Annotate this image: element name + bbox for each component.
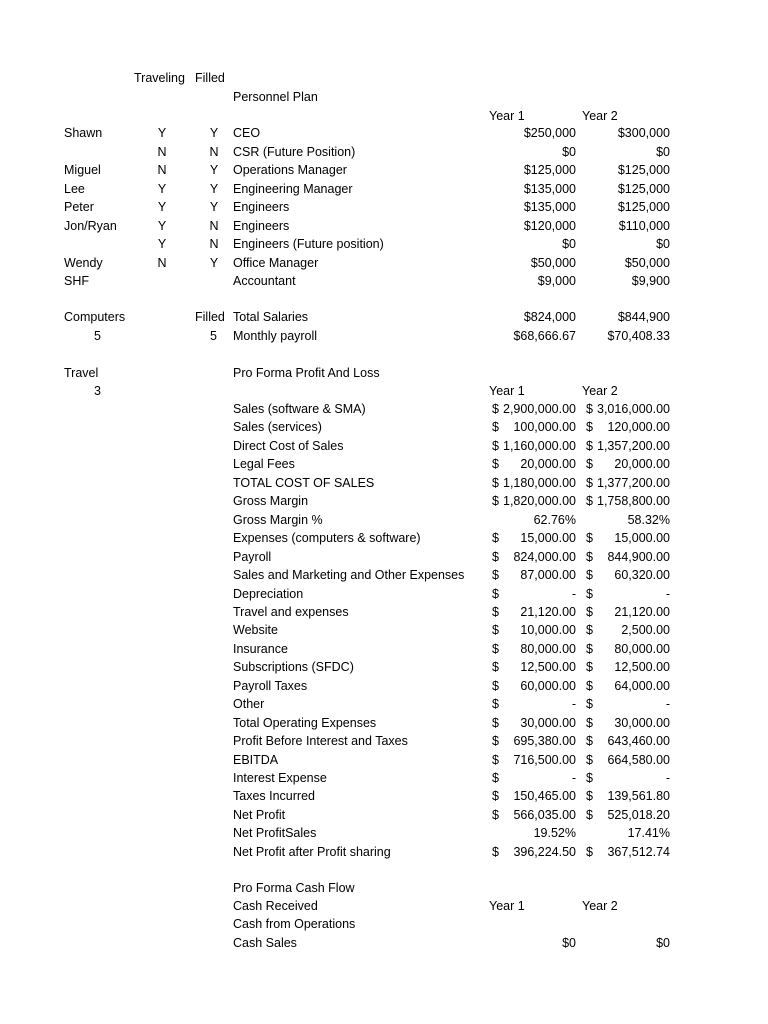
- personnel-traveling: N: [157, 256, 167, 270]
- pnl-year2-value: 1,758,800.00: [597, 494, 670, 508]
- personnel-traveling: Y: [157, 237, 167, 251]
- personnel-year1-value: $0: [562, 145, 576, 159]
- personnel-role: Office Manager: [233, 256, 319, 270]
- pnl-year1-currency: $: [492, 716, 499, 730]
- pnl-year1-value: 20,000.00: [520, 457, 576, 471]
- pnl-year2-value: 17.41%: [627, 826, 670, 840]
- pnl-row-label: Sales and Marketing and Other Expenses: [233, 568, 465, 582]
- pnl-year2-value: 12,500.00: [614, 660, 670, 674]
- personnel-name: Miguel: [64, 163, 101, 177]
- total-salaries-y2: $844,900: [617, 310, 670, 324]
- pnl-year1-value: 21,120.00: [520, 605, 576, 619]
- personnel-name: Peter: [64, 200, 94, 214]
- personnel-role: CEO: [233, 126, 261, 140]
- pnl-year1-currency: $: [492, 587, 499, 601]
- filled-header: Filled: [195, 71, 225, 85]
- cash-sales-label: Cash Sales: [233, 936, 297, 950]
- personnel-year2-value: $125,000: [617, 182, 670, 196]
- travel-label: Travel: [64, 366, 99, 380]
- filled-total-label: Filled: [195, 310, 225, 324]
- personnel-year2-value: $0: [656, 145, 670, 159]
- pnl-row-label: Legal Fees: [233, 457, 295, 471]
- pnl-year1-value: -: [571, 587, 576, 601]
- cash-received-label: Cash Received: [233, 899, 318, 913]
- pnl-year1-value: 10,000.00: [520, 623, 576, 637]
- pnl-row-label: TOTAL COST OF SALES: [233, 476, 375, 490]
- pnl-year2-value: 60,320.00: [614, 568, 670, 582]
- pnl-row-label: Payroll: [233, 550, 272, 564]
- personnel-filled: Y: [209, 182, 219, 196]
- pnl-year1-currency: $: [492, 660, 499, 674]
- pnl-year2-header: Year 2: [582, 384, 618, 398]
- monthly-payroll-label: Monthly payroll: [233, 329, 318, 343]
- personnel-role: Engineers: [233, 200, 290, 214]
- personnel-name: Jon/Ryan: [64, 219, 117, 233]
- personnel-name: Wendy: [64, 256, 103, 270]
- pnl-year2-value: 80,000.00: [614, 642, 670, 656]
- pnl-year2-value: 64,000.00: [614, 679, 670, 693]
- pnl-year1-value: 2,900,000.00: [503, 402, 576, 416]
- pnl-year1-value: 1,160,000.00: [503, 439, 576, 453]
- pnl-row-label: Sales (services): [233, 420, 322, 434]
- personnel-year1-header: Year 1: [489, 109, 525, 123]
- pnl-year2-value: 1,357,200.00: [597, 439, 670, 453]
- personnel-traveling: N: [157, 145, 167, 159]
- pnl-row-label: Subscriptions (SFDC): [233, 660, 354, 674]
- pnl-year2-value: 120,000.00: [607, 420, 670, 434]
- monthly-payroll-y2: $70,408.33: [607, 329, 670, 343]
- pnl-year2-value: 58.32%: [627, 513, 670, 527]
- pnl-year1-currency: $: [492, 494, 499, 508]
- pnl-year2-currency: $: [586, 753, 593, 767]
- pnl-year1-value: -: [571, 697, 576, 711]
- personnel-year1-value: $250,000: [523, 126, 576, 140]
- pnl-year1-value: 824,000.00: [513, 550, 576, 564]
- pnl-year2-value: 20,000.00: [614, 457, 670, 471]
- total-salaries-label: Total Salaries: [233, 310, 309, 324]
- pnl-year2-value: 139,561.80: [607, 789, 670, 803]
- cash-sales-y2: $0: [656, 936, 670, 950]
- cash-sales-y1: $0: [562, 936, 576, 950]
- pnl-year2-currency: $: [586, 808, 593, 822]
- pnl-year2-currency: $: [586, 642, 593, 656]
- pnl-row-label: Total Operating Expenses: [233, 716, 377, 730]
- personnel-filled: Y: [209, 200, 219, 214]
- pnl-year2-currency: $: [586, 568, 593, 582]
- personnel-year1-value: $135,000: [523, 182, 576, 196]
- personnel-year2-value: $0: [656, 237, 670, 251]
- personnel-role: Engineers: [233, 219, 290, 233]
- pnl-year2-value: 643,460.00: [607, 734, 670, 748]
- personnel-traveling: Y: [157, 200, 167, 214]
- pnl-year1-currency: $: [492, 808, 499, 822]
- cashflow-year1-header: Year 1: [489, 899, 525, 913]
- total-salaries-y1: $824,000: [523, 310, 576, 324]
- pnl-year2-currency: $: [586, 457, 593, 471]
- monthly-payroll-y1: $68,666.67: [513, 329, 576, 343]
- pnl-year2-value: -: [665, 697, 670, 711]
- personnel-filled: N: [209, 145, 219, 159]
- pnl-year1-value: 1,820,000.00: [503, 494, 576, 508]
- pnl-row-label: Gross Margin %: [233, 513, 323, 527]
- personnel-year2-value: $9,900: [631, 274, 670, 288]
- pnl-row-label: Profit Before Interest and Taxes: [233, 734, 408, 748]
- pnl-year2-currency: $: [586, 771, 593, 785]
- personnel-plan-title: Personnel Plan: [233, 90, 318, 104]
- personnel-name: SHF: [64, 274, 89, 288]
- personnel-year2-value: $125,000: [617, 163, 670, 177]
- personnel-year2-value: $125,000: [617, 200, 670, 214]
- pnl-year2-value: 525,018.20: [607, 808, 670, 822]
- personnel-role: Engineers (Future position): [233, 237, 384, 251]
- pnl-year1-value: 19.52%: [533, 826, 576, 840]
- pnl-year1-value: 100,000.00: [513, 420, 576, 434]
- pnl-year1-currency: $: [492, 734, 499, 748]
- pnl-year2-currency: $: [586, 439, 593, 453]
- pnl-year1-currency: $: [492, 789, 499, 803]
- pnl-row-label: Direct Cost of Sales: [233, 439, 344, 453]
- pnl-year2-value: 30,000.00: [614, 716, 670, 730]
- pnl-year1-value: 15,000.00: [520, 531, 576, 545]
- pnl-year1-currency: $: [492, 550, 499, 564]
- pnl-year1-value: 60,000.00: [520, 679, 576, 693]
- personnel-role: Accountant: [233, 274, 296, 288]
- pnl-title: Pro Forma Profit And Loss: [233, 366, 380, 380]
- pnl-year2-currency: $: [586, 660, 593, 674]
- pnl-year1-currency: $: [492, 845, 499, 859]
- pnl-year1-currency: $: [492, 753, 499, 767]
- pnl-year1-currency: $: [492, 420, 499, 434]
- pnl-year1-header: Year 1: [489, 384, 525, 398]
- pnl-year1-currency: $: [492, 439, 499, 453]
- pnl-year1-value: 62.76%: [533, 513, 576, 527]
- pnl-year2-value: 367,512.74: [607, 845, 670, 859]
- pnl-year1-currency: $: [492, 531, 499, 545]
- pnl-year2-value: 21,120.00: [614, 605, 670, 619]
- pnl-year2-value: 2,500.00: [621, 623, 670, 637]
- cashflow-title: Pro Forma Cash Flow: [233, 881, 355, 895]
- pnl-row-label: Gross Margin: [233, 494, 309, 508]
- personnel-year1-value: $125,000: [523, 163, 576, 177]
- pnl-year1-currency: $: [492, 623, 499, 637]
- cashflow-year2-header: Year 2: [582, 899, 618, 913]
- personnel-filled: Y: [209, 126, 219, 140]
- pnl-year1-currency: $: [492, 457, 499, 471]
- pnl-year1-value: 695,380.00: [513, 734, 576, 748]
- pnl-row-label: Website: [233, 623, 278, 637]
- pnl-year2-currency: $: [586, 679, 593, 693]
- pnl-year1-value: 150,465.00: [513, 789, 576, 803]
- travel-count: 3: [94, 384, 101, 398]
- pnl-year1-currency: $: [492, 771, 499, 785]
- pnl-year1-value: 80,000.00: [520, 642, 576, 656]
- pnl-year1-currency: $: [492, 679, 499, 693]
- pnl-year2-currency: $: [586, 420, 593, 434]
- pnl-year2-value: 664,580.00: [607, 753, 670, 767]
- pnl-year2-currency: $: [586, 716, 593, 730]
- personnel-role: Operations Manager: [233, 163, 347, 177]
- pnl-year2-currency: $: [586, 605, 593, 619]
- personnel-role: CSR (Future Position): [233, 145, 356, 159]
- pnl-row-label: Net Profit: [233, 808, 286, 822]
- personnel-year2-value: $50,000: [624, 256, 670, 270]
- pnl-year2-value: 15,000.00: [614, 531, 670, 545]
- personnel-filled: N: [209, 219, 219, 233]
- pnl-year2-currency: $: [586, 734, 593, 748]
- pnl-year2-value: 3,016,000.00: [597, 402, 670, 416]
- pnl-year1-currency: $: [492, 568, 499, 582]
- pnl-year2-currency: $: [586, 476, 593, 490]
- pnl-row-label: Sales (software & SMA): [233, 402, 366, 416]
- cash-from-operations-label: Cash from Operations: [233, 917, 356, 931]
- pnl-year2-currency: $: [586, 623, 593, 637]
- pnl-year2-currency: $: [586, 494, 593, 508]
- personnel-year2-value: $110,000: [618, 219, 670, 233]
- personnel-year1-value: $120,000: [523, 219, 576, 233]
- personnel-year1-value: $135,000: [523, 200, 576, 214]
- personnel-filled: N: [209, 237, 219, 251]
- traveling-header: Traveling: [134, 71, 185, 85]
- pnl-year2-currency: $: [586, 789, 593, 803]
- pnl-row-label: Travel and expenses: [233, 605, 349, 619]
- pnl-year2-currency: $: [586, 697, 593, 711]
- pnl-year2-value: 1,377,200.00: [597, 476, 670, 490]
- personnel-traveling: Y: [157, 182, 167, 196]
- personnel-role: Engineering Manager: [233, 182, 353, 196]
- pnl-year1-value: 566,035.00: [513, 808, 576, 822]
- pnl-year2-value: -: [665, 587, 670, 601]
- pnl-row-label: Net ProfitSales: [233, 826, 317, 840]
- pnl-year1-currency: $: [492, 605, 499, 619]
- personnel-year1-value: $50,000: [530, 256, 576, 270]
- pnl-year1-value: -: [571, 771, 576, 785]
- pnl-year1-value: 12,500.00: [520, 660, 576, 674]
- personnel-traveling: Y: [157, 126, 167, 140]
- personnel-traveling: N: [157, 163, 167, 177]
- pnl-year2-value: -: [665, 771, 670, 785]
- personnel-name: Shawn: [64, 126, 103, 140]
- pnl-year1-currency: $: [492, 402, 499, 416]
- personnel-name: Lee: [64, 182, 85, 196]
- pnl-year1-currency: $: [492, 697, 499, 711]
- personnel-traveling: Y: [157, 219, 167, 233]
- pnl-row-label: Other: [233, 697, 265, 711]
- personnel-year2-value: $300,000: [617, 126, 670, 140]
- pnl-row-label: Payroll Taxes: [233, 679, 308, 693]
- personnel-filled: Y: [209, 256, 219, 270]
- pnl-row-label: EBITDA: [233, 753, 279, 767]
- personnel-year1-value: $9,000: [537, 274, 576, 288]
- personnel-year2-header: Year 2: [582, 109, 618, 123]
- pnl-year2-currency: $: [586, 845, 593, 859]
- computers-label: Computers: [64, 310, 126, 324]
- pnl-year2-value: 844,900.00: [607, 550, 670, 564]
- pnl-row-label: Net Profit after Profit sharing: [233, 845, 391, 859]
- pnl-year1-value: 396,224.50: [513, 845, 576, 859]
- pnl-year1-value: 87,000.00: [520, 568, 576, 582]
- pnl-year2-currency: $: [586, 402, 593, 416]
- filled-count: 5: [210, 329, 217, 343]
- pnl-row-label: Expenses (computers & software): [233, 531, 421, 545]
- pnl-year2-currency: $: [586, 531, 593, 545]
- pnl-year2-currency: $: [586, 587, 593, 601]
- pnl-year1-currency: $: [492, 642, 499, 656]
- personnel-filled: Y: [209, 163, 219, 177]
- pnl-row-label: Insurance: [233, 642, 288, 656]
- pnl-row-label: Taxes Incurred: [233, 789, 315, 803]
- pnl-year2-currency: $: [586, 550, 593, 564]
- pnl-year1-value: 30,000.00: [520, 716, 576, 730]
- pnl-year1-value: 1,180,000.00: [503, 476, 576, 490]
- personnel-year1-value: $0: [562, 237, 576, 251]
- pnl-row-label: Depreciation: [233, 587, 304, 601]
- pnl-year1-currency: $: [492, 476, 499, 490]
- pnl-year1-value: 716,500.00: [513, 753, 576, 767]
- pnl-row-label: Interest Expense: [233, 771, 327, 785]
- computers-count: 5: [94, 329, 101, 343]
